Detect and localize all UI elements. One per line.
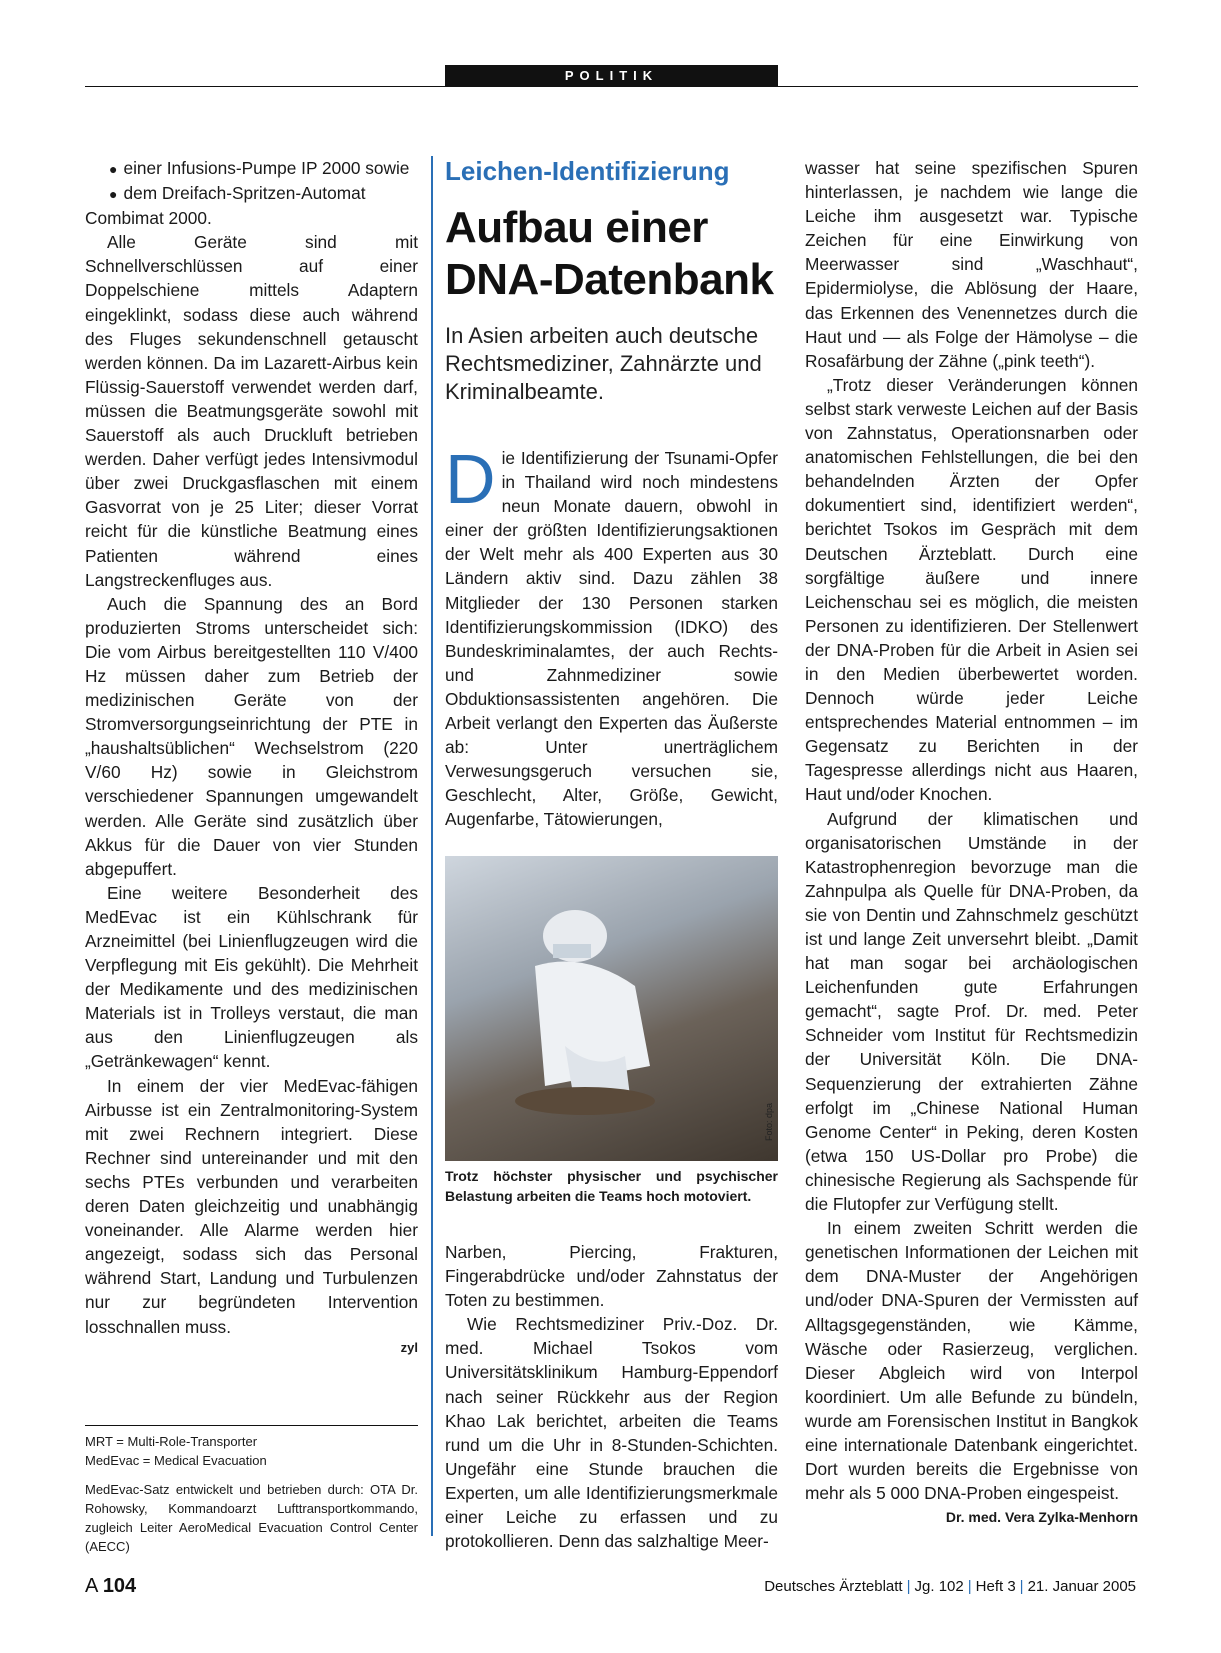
article-photo bbox=[445, 856, 778, 1161]
drop-cap: D bbox=[445, 440, 496, 518]
paragraph: Aufgrund der klimatischen und organisatorischen Umstände in der Katastrophenregion bevorzuge man die Zahnpulpa als Quelle für DNA-Proben, da sie von Dentin und Zahnschmelz geschützt ist und lange Zeit unversehrt bleibt. „Damit hat man sogar bei archäologischen Leichenfunden gute Erfahrungen gemacht“, sagte Prof. Dr. med. Peter Schneider vom Institut für Rechtsmedizin der Universität Köln. Die DNA-Sequenzierung der extrahierten Zähne erfolgt im „Chinese National Human Genome Center“ in Peking, deren Kosten (etwa 150 US-Dollar pro Probe) die chinesische Regierung als Sachspende für die Flutopfer zur Verfügung stellt. bbox=[805, 808, 1138, 1215]
paragraph: Auch die Spannung des an Bord produzierten Stroms unterscheidet sich: Die vom Airbus bereitgestellten 110 V/400 Hz müssen daher zum Betrieb der medizinischen Geräte von der Stromversorgungseinrichtung der PTE in „haushaltsüblichen“ Wechselstrom (220 V/60 Hz) sowie in Gleichstrom verschiedener Spannungen umgewandelt werden. Alle Geräte sind zusätzlich über Akkus für die Dauer von vier Stunden abgepuffert. bbox=[85, 593, 418, 879]
article-column bbox=[445, 156, 778, 832]
bullet-item: ● einer Infusions-Pumpe IP 2000 sowie bbox=[109, 158, 410, 178]
bullet-item: ● dem Dreifach-Spritzen-Automat Combimat 2000. bbox=[85, 183, 366, 229]
paragraph: In einem zweiten Schritt werden die genetischen Informationen der Leichen mit dem DNA-Muster der Angehörigen und/oder DNA-Spuren der Vermissten auf Alltagsgegenständen, wie Kämme, Wäsche oder Rasierzeug, verglichen. Dieser Abgleich wird von Interpol koordiniert. Um alle Befunde zu bündeln, wurde am Forensischen Institut in Bangkok eine internationale Datenbank eingerichtet. Dort wurden bereits die Ergebnisse von mehr als 5 000 DNA-Proben eingespeist. bbox=[805, 1218, 1138, 1504]
paragraph: Alle Geräte sind mit Schnellverschlüssen auf einer Doppelschiene mittels Adaptern eingeklinkt, sodass diese auch während des Fluges sekundenschnell getauscht werden können. Da im Lazarett-Airbus kein Flüssig-Sauerstoff verwendet werden darf, müssen die Beatmungsgeräte sowohl mit Sauerstoff als auch Druckluft betrieben werden. Daher verfügt jedes Intensivmodul über zwei Druckgasflaschen mit einem Gasvorrat von je 25 Liter; dieser Vorrat reicht für die künstliche Beatmung eines Patienten während eines Langstreckenfluges aus. bbox=[85, 232, 418, 590]
left-column bbox=[85, 156, 418, 1357]
article-title: Aufbau einer DNA-Datenbank bbox=[445, 203, 774, 304]
article-column-continued bbox=[445, 1240, 778, 1553]
footnote: MRT = Multi-Role-Transporter bbox=[85, 1434, 258, 1449]
journal-info: Deutsches Ärzteblatt | Jg. 102 | Heft 3 | 21. Januar 2005 bbox=[764, 1578, 1136, 1595]
footnote-rule bbox=[85, 1425, 418, 1426]
footnote-block: MedEvac-Satz entwickelt und betrieben durch: OTA Dr. Rohowsky, Kommandoarzt Lufttransportkommando, zugleich Leiter AeroMedical Evacuation Control Center (AECC) bbox=[85, 1482, 418, 1554]
bullet-icon: ● bbox=[109, 161, 118, 177]
column-divider bbox=[431, 156, 433, 1536]
footnotes bbox=[85, 1425, 418, 1556]
article-author: Dr. med. Vera Zylka-Menhorn bbox=[945, 1509, 1138, 1526]
header-rule bbox=[85, 86, 1138, 87]
forensic-worker-illustration bbox=[505, 896, 665, 1116]
paragraph: In einem der vier MedEvac-fähigen Airbusse ist ein Zentralmonitoring-System mit zwei Rechnern integriert. Diese Rechner sind untereinander und mit den sechs PTEs verbunden und verarbeiten deren Daten gleichzeitig und unabhängig voneinander. Alle Alarme werden hier angezeigt, sodass sich das Personal während Start, Landung und Turbulenzen nur zur begründeten Intervention losschnallen muss. bbox=[85, 1075, 418, 1337]
paragraph: „Trotz dieser Veränderungen können selbst stark verweste Leichen auf der Basis von Zahnstatus, Operationsnarben oder anatomischen Fehlstellungen, die bei den behandelnden Ärzten der Opfer dokumentiert sind, identifiziert werden“, berichtet Tsokos im Gespräch mit dem Deutschen Ärzteblatt. Durch eine sorgfältige äußere und innere Leichenschau sei es möglich, die meisten Personen zu identifizieren. Der Stellenwert der DNA-Proben für die Arbeit in Asien sei in den Medien überbewertet worden. Dennoch würde jeder Leiche entsprechendes Material entnommen – im Gegensatz zu Berichten in der Tagespresse allerdings nicht aus Haaren, Haut und/oder Knochen. bbox=[805, 374, 1138, 805]
paragraph: wasser hat seine spezifischen Spuren hinterlassen, je nachdem wie lange die Leiche ihm ausgesetzt war. Typische Zeichen für eine Einwirkung von Meerwasser sind „Waschhaut“, Epidermiolyse, die Ablösung der Haare, das Erkennen des Venennetzes durch die Haut und — als Folge der Hämolyse – die Rosafärbung der Zähne („pink teeth“). bbox=[805, 158, 1138, 371]
page-number: A 104 bbox=[85, 1575, 137, 1597]
separator: | bbox=[967, 1578, 972, 1595]
photo-credit: Foto: dpa bbox=[764, 1102, 774, 1141]
footnote: MedEvac = Medical Evacuation bbox=[85, 1453, 267, 1468]
separator: | bbox=[906, 1578, 911, 1595]
article-kicker: Leichen-Identifizierung bbox=[445, 156, 730, 186]
paragraph: Wie Rechtsmediziner Priv.-Doz. Dr. med. Michael Tsokos vom Universitätsklinikum Hamburg-Eppendorf nach seiner Rückkehr aus der Region Khao Lak berichtet, arbeiten die Teams rund um die Uhr in 8-Stunden-Schichten. Ungefähr eine Stunde brauchen die Experten, um alle Identifizierungsmerkmale einer Leiche zu erfassen und zu protokollieren. Denn das salzhaltige Meer- bbox=[445, 1314, 778, 1552]
lead-paragraph: Die Identifizierung der Tsunami-Opfer in Thailand wird noch mindestens neun Monate dauern, obwohl in einer der größten Identifizierungsaktionen der Welt mehr als 400 Experten aus 30 Ländern aktiv sind. Dazu zählen 38 Mitglieder der 130 Personen starken Identifizierungskommission (IDKO) des Bundeskriminalamtes, der auch Rechts- und Zahnmediziner sowie Obduktionsassistenten angehören. Die Arbeit verlangt den Experten das Äußerste ab: Unter unerträglichem Verwesungsgeruch versuchen sie, Geschlecht, Alter, Größe, Gewicht, Augenfarbe, Tätowierungen, bbox=[445, 440, 778, 830]
bullet-icon: ● bbox=[109, 186, 118, 203]
article-subtitle: In Asien arbeiten auch deutsche Rechtsmediziner, Zahnärzte und Kriminalbeamte. bbox=[445, 323, 762, 404]
separator: | bbox=[1019, 1578, 1024, 1595]
paragraph: Narben, Piercing, Frakturen, Fingerabdrücke und/oder Zahnstatus der Toten zu bestimmen. bbox=[445, 1242, 778, 1311]
right-column bbox=[805, 156, 1138, 1529]
paragraph: Eine weitere Besonderheit des MedEvac ist ein Kühlschrank für Arzneimittel (bei Linienflugzeugen wird die Verpflegung mit Eis gekühlt). Die Mehrheit der Medikamente und des medizinischen Materials ist in Trolleys verstaut, die man aus den Linienflugzeugen als „Getränkewagen“ kennt. bbox=[85, 882, 418, 1072]
section-header: POLITIK bbox=[445, 65, 778, 86]
photo-caption: Trotz höchster physischer und psychischer Belastung arbeiten die Teams hoch motoviert. bbox=[445, 1168, 778, 1204]
author-initials: zyl bbox=[400, 1339, 418, 1355]
